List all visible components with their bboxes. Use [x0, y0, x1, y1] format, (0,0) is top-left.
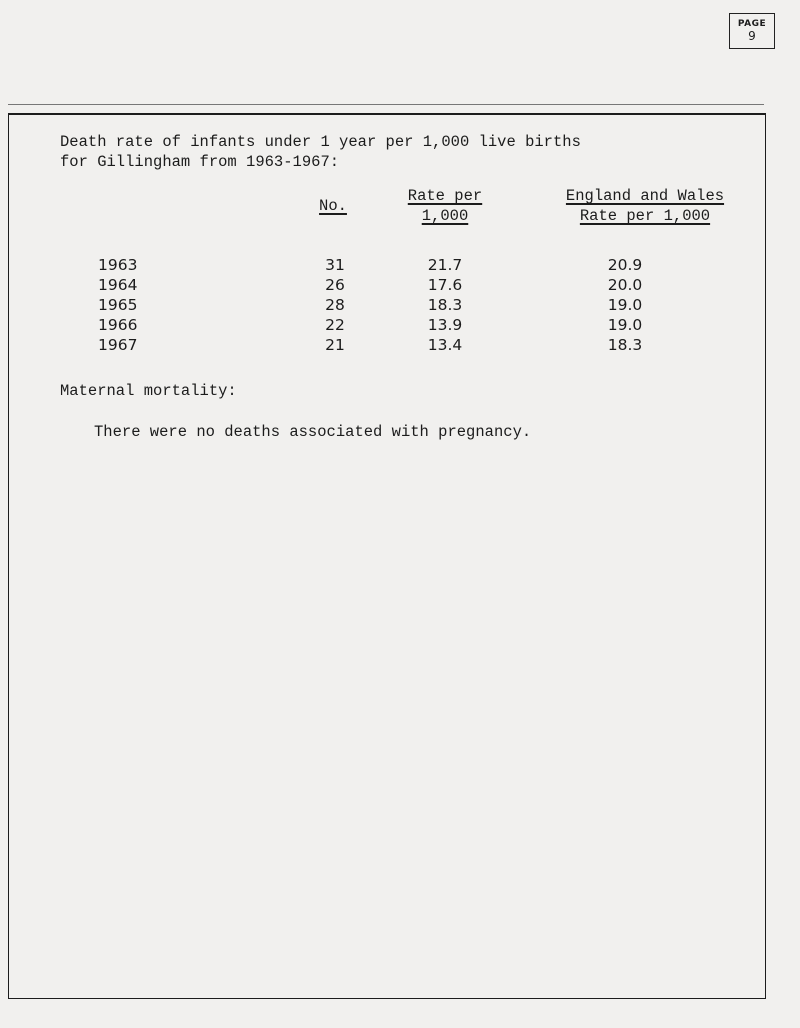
page-label: PAGE — [737, 19, 767, 29]
page-number: 9 — [748, 29, 756, 43]
row-ew-rate: 19.0 — [607, 296, 643, 314]
row-rate: 13.4 — [427, 336, 463, 354]
row-no: 21 — [325, 336, 345, 354]
row-rate: 13.9 — [427, 316, 463, 334]
heading-line-1: Death rate of infants under 1 year per 1,000 live births — [60, 133, 581, 151]
row-rate: 18.3 — [427, 296, 463, 314]
row-rate: 21.7 — [427, 256, 463, 274]
row-year: 1965 — [98, 296, 138, 314]
row-ew-rate: 20.0 — [607, 276, 643, 294]
row-year: 1966 — [98, 316, 138, 334]
document-frame — [8, 113, 766, 999]
heading-line-2: for Gillingham from 1963-1967: — [60, 153, 340, 171]
header-no: No. — [319, 197, 347, 215]
maternal-mortality-text: There were no deaths associated with pregnancy. — [94, 423, 532, 441]
header-rate-line2: 1,000 — [421, 207, 469, 225]
page-number-box — [729, 13, 775, 49]
row-year: 1964 — [98, 276, 138, 294]
row-ew-rate: 19.0 — [607, 316, 643, 334]
row-ew-rate: 20.9 — [607, 256, 643, 274]
row-no: 22 — [325, 316, 345, 334]
row-no: 26 — [325, 276, 345, 294]
maternal-mortality-heading: Maternal mortality: — [60, 382, 237, 400]
row-year: 1963 — [98, 256, 138, 274]
row-year: 1967 — [98, 336, 138, 354]
row-no: 28 — [325, 296, 345, 314]
header-rate-line1: Rate per — [407, 187, 483, 205]
header-ew-line2: Rate per 1,000 — [579, 207, 711, 225]
row-no: 31 — [325, 256, 345, 274]
row-rate: 17.6 — [427, 276, 463, 294]
header-ew-line1: England and Wales — [565, 187, 725, 205]
row-ew-rate: 18.3 — [607, 336, 643, 354]
top-rule — [8, 104, 764, 105]
